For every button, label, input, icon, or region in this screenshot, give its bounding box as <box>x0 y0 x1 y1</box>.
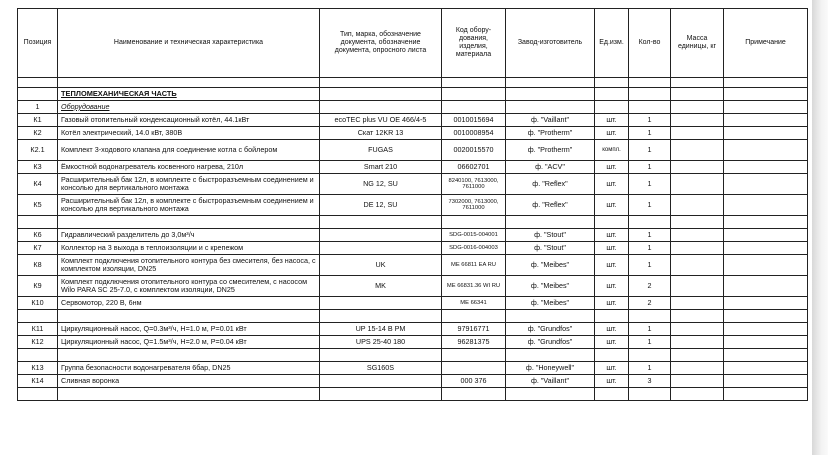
row-note <box>724 127 808 140</box>
row-manufacturer: ф. "Honeywell" <box>506 362 595 375</box>
row-note <box>724 114 808 127</box>
row-mass <box>671 140 724 161</box>
table-row <box>18 297 808 310</box>
row-name: Комплект подключения отопительного контура без смесителя, без насоса, с комплектом изоляции, DN25 <box>58 255 320 276</box>
row-mass <box>671 161 724 174</box>
row-qty: 1 <box>629 114 671 127</box>
header-manufacturer: Завод-изготовитель <box>506 9 595 78</box>
row-code: 0020015570 <box>442 140 506 161</box>
row-note <box>724 255 808 276</box>
spacer-row <box>18 388 808 401</box>
row-qty: 1 <box>629 161 671 174</box>
row-position: К4 <box>18 174 58 195</box>
row-mass <box>671 336 724 349</box>
row-manufacturer: ф. "Protherm" <box>506 127 595 140</box>
row-mass <box>671 276 724 297</box>
row-position: К12 <box>18 336 58 349</box>
row-manufacturer: ф. "Reflex" <box>506 174 595 195</box>
row-unit: шт. <box>595 161 629 174</box>
row-manufacturer: ф. "Grundfos" <box>506 323 595 336</box>
subsection-label: Оборудование <box>58 101 320 114</box>
row-unit: шт. <box>595 297 629 310</box>
row-name: Расширительный бак 12л, в комплекте с быстроразъемным соединением и консолью для вертикального монтажа <box>58 195 320 216</box>
header-position: Позиция <box>18 9 58 78</box>
row-mass <box>671 323 724 336</box>
row-mass <box>671 229 724 242</box>
row-type <box>320 229 442 242</box>
row-name: Коллектор на 3 выхода в теплоизоляции и с крепежом <box>58 242 320 255</box>
table-row <box>18 323 808 336</box>
row-unit: шт. <box>595 242 629 255</box>
row-mass <box>671 362 724 375</box>
table-row <box>18 375 808 388</box>
row-mass <box>671 255 724 276</box>
row-name: Циркуляционный насос, Q=1.5м³/ч, H=2.0 м, P=0.04 кВт <box>58 336 320 349</box>
row-unit: шт. <box>595 195 629 216</box>
row-type: Smart 210 <box>320 161 442 174</box>
row-qty: 1 <box>629 195 671 216</box>
row-note <box>724 336 808 349</box>
row-code: 7302000, 7613000, 7611000 <box>442 195 506 216</box>
row-manufacturer: ф. "Vaillant" <box>506 375 595 388</box>
row-unit: компл. <box>595 140 629 161</box>
row-name: Комплект 3-ходового клапана для соединение котла с бойлером <box>58 140 320 161</box>
row-name: Сервомотор, 220 В, 6нм <box>58 297 320 310</box>
spacer-row <box>18 78 808 88</box>
row-note <box>724 229 808 242</box>
row-qty: 1 <box>629 127 671 140</box>
row-unit: шт. <box>595 323 629 336</box>
row-mass <box>671 195 724 216</box>
row-type <box>320 242 442 255</box>
header-type: Тип, марка, обозначение документа, обозначение документа, опросного листа <box>320 9 442 78</box>
row-name: Группа безопасности водонагревателя 6бар, DN25 <box>58 362 320 375</box>
row-manufacturer: ф. "Grundfos" <box>506 336 595 349</box>
row-name: Циркуляционный насос, Q=0.3м³/ч, H=1.0 м, P=0.01 кВт <box>58 323 320 336</box>
row-note <box>724 242 808 255</box>
row-unit: шт. <box>595 336 629 349</box>
row-position: К1 <box>18 114 58 127</box>
row-manufacturer: ф. "Vaillant" <box>506 114 595 127</box>
row-unit: шт. <box>595 174 629 195</box>
row-qty: 1 <box>629 174 671 195</box>
row-code: 0010015694 <box>442 114 506 127</box>
row-mass <box>671 114 724 127</box>
row-qty: 1 <box>629 140 671 161</box>
table-row <box>18 255 808 276</box>
spacer-row <box>18 310 808 323</box>
row-mass <box>671 174 724 195</box>
row-note <box>724 161 808 174</box>
header-row <box>18 9 808 78</box>
header-name: Наименование и техническая характеристика <box>58 9 320 78</box>
row-name: Ёмкостной водонагреватель косвенного нагрева, 210л <box>58 161 320 174</box>
row-qty: 1 <box>629 242 671 255</box>
row-type <box>320 297 442 310</box>
row-type: SG160S <box>320 362 442 375</box>
row-unit: шт. <box>595 362 629 375</box>
page-edge-shadow <box>812 0 828 455</box>
row-name: Газовый отопительный конденсационный котёл, 44.1кВт <box>58 114 320 127</box>
row-unit: шт. <box>595 255 629 276</box>
row-type <box>320 375 442 388</box>
row-position: К10 <box>18 297 58 310</box>
row-type: ecoTEC plus VU OE 466/4-5 <box>320 114 442 127</box>
row-position: К11 <box>18 323 58 336</box>
row-code: SDG-0015-004001 <box>442 229 506 242</box>
row-qty: 1 <box>629 362 671 375</box>
row-note <box>724 195 808 216</box>
row-name: Котёл электрический, 14.0 кВт, 380В <box>58 127 320 140</box>
header-note: Примечание <box>724 9 808 78</box>
row-name: Гидравлический разделитель до 3,0м³/ч <box>58 229 320 242</box>
table-row <box>18 229 808 242</box>
row-mass <box>671 297 724 310</box>
section-title: ТЕПЛОМЕХАНИЧЕСКАЯ ЧАСТЬ <box>58 88 320 101</box>
row-position: К6 <box>18 229 58 242</box>
row-unit: шт. <box>595 229 629 242</box>
header-mass: Масса единицы, кг <box>671 9 724 78</box>
row-manufacturer: ф. "ACV" <box>506 161 595 174</box>
row-type: MK <box>320 276 442 297</box>
section-row <box>18 88 808 101</box>
row-manufacturer: ф. "Protherm" <box>506 140 595 161</box>
row-code: ME 66341 <box>442 297 506 310</box>
row-position: К3 <box>18 161 58 174</box>
subsection-position: 1 <box>18 101 58 114</box>
row-code: 0010008954 <box>442 127 506 140</box>
row-manufacturer: ф. "Stout" <box>506 229 595 242</box>
table-row <box>18 195 808 216</box>
spacer-row <box>18 349 808 362</box>
table-row <box>18 161 808 174</box>
table-row <box>18 127 808 140</box>
table-row <box>18 276 808 297</box>
row-mass <box>671 242 724 255</box>
row-unit: шт. <box>595 114 629 127</box>
row-note <box>724 174 808 195</box>
row-manufacturer: ф. "Meibes" <box>506 276 595 297</box>
specification-table <box>17 8 808 401</box>
row-name: Расширительный бак 12л, в комплекте с быстроразъемным соединением и консолью для вертикального монтажа <box>58 174 320 195</box>
table-row <box>18 140 808 161</box>
row-code: ME 66811 EA RU <box>442 255 506 276</box>
spacer-row <box>18 216 808 229</box>
row-type: DE 12, SU <box>320 195 442 216</box>
row-type: NG 12, SU <box>320 174 442 195</box>
row-position: К2 <box>18 127 58 140</box>
row-manufacturer: ф. "Stout" <box>506 242 595 255</box>
row-qty: 1 <box>629 229 671 242</box>
row-unit: шт. <box>595 375 629 388</box>
row-position: К2.1 <box>18 140 58 161</box>
row-position: К9 <box>18 276 58 297</box>
row-note <box>724 297 808 310</box>
row-name: Комплект подключения отопительного контура со смесителем, с насосом Wilo PARA SC 25-7.0, с комплектом изоляции, DN25 <box>58 276 320 297</box>
subsection-row <box>18 101 808 114</box>
row-code: 97916771 <box>442 323 506 336</box>
row-code: SDG-0016-004003 <box>442 242 506 255</box>
table-row <box>18 242 808 255</box>
row-note <box>724 375 808 388</box>
table-row <box>18 362 808 375</box>
row-position: К5 <box>18 195 58 216</box>
row-position: К7 <box>18 242 58 255</box>
row-type: FUGAS <box>320 140 442 161</box>
row-code: ME 66831.36 WI RU <box>442 276 506 297</box>
row-qty: 1 <box>629 336 671 349</box>
row-qty: 1 <box>629 255 671 276</box>
header-code: Код обору- дования, изделия, материала <box>442 9 506 78</box>
row-position: К14 <box>18 375 58 388</box>
row-unit: шт. <box>595 127 629 140</box>
row-code: 96281375 <box>442 336 506 349</box>
header-unit: Ед.изм. <box>595 9 629 78</box>
row-mass <box>671 127 724 140</box>
row-note <box>724 276 808 297</box>
row-unit: шт. <box>595 276 629 297</box>
row-code: 06602701 <box>442 161 506 174</box>
row-note <box>724 362 808 375</box>
row-position: К13 <box>18 362 58 375</box>
row-code: 8240100, 7613000, 7611000 <box>442 174 506 195</box>
row-manufacturer: ф. "Meibes" <box>506 297 595 310</box>
row-mass <box>671 375 724 388</box>
row-type: UP 15-14 B PM <box>320 323 442 336</box>
row-manufacturer: ф. "Meibes" <box>506 255 595 276</box>
row-qty: 2 <box>629 297 671 310</box>
row-code: 000 376 <box>442 375 506 388</box>
row-code <box>442 362 506 375</box>
header-qty: Кол-во <box>629 9 671 78</box>
row-qty: 1 <box>629 323 671 336</box>
row-qty: 3 <box>629 375 671 388</box>
row-type: Скат 12KR 13 <box>320 127 442 140</box>
row-manufacturer: ф. "Reflex" <box>506 195 595 216</box>
table-row <box>18 174 808 195</box>
row-type: UPS 25-40 180 <box>320 336 442 349</box>
row-name: Сливная воронка <box>58 375 320 388</box>
row-note <box>724 323 808 336</box>
table-row <box>18 114 808 127</box>
row-note <box>724 140 808 161</box>
table-row <box>18 336 808 349</box>
row-qty: 2 <box>629 276 671 297</box>
row-type: UK <box>320 255 442 276</box>
row-position: К8 <box>18 255 58 276</box>
